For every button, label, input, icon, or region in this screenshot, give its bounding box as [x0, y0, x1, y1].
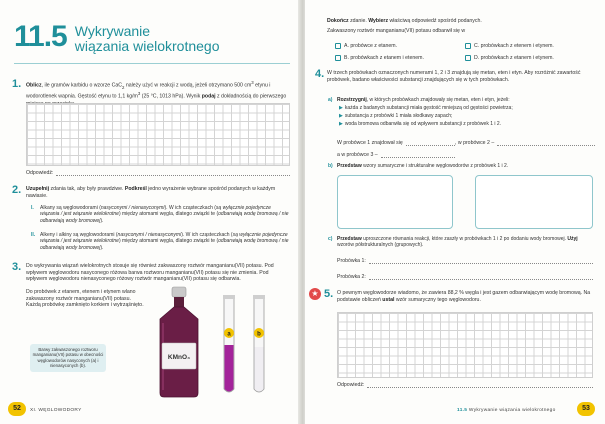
right-page [305, 0, 605, 424]
footer-section-title [457, 408, 556, 413]
task4c-tube1-label: Probówka 1: [337, 258, 366, 264]
task2-number: 2. [12, 184, 22, 196]
task4-number: 4. [315, 68, 325, 80]
task2-item2-label: II. [31, 232, 36, 238]
task4a-line1-start[interactable] [337, 140, 455, 146]
left-page [0, 0, 300, 424]
task4b-answer-box-2[interactable] [475, 175, 593, 229]
kmno4-illustration [150, 285, 290, 400]
task4a [328, 97, 595, 103]
task4a-line2[interactable] [337, 152, 455, 158]
option-c[interactable] [465, 43, 554, 49]
task5-answer-line[interactable] [337, 382, 593, 388]
section-heading [75, 24, 220, 54]
option-b-checkbox[interactable] [335, 55, 341, 61]
bullet-1-text: każda z badanych substancji miała gęstość mniejszą od gęstości powietrza; [344, 105, 513, 111]
task2-text: Uzupełnij zdania tak, aby były prawdziwe. Podkreśl jedno wyrażenie wybrane spośród podanych w każdym nawiasie. [26, 186, 276, 199]
section-title [14, 22, 220, 62]
footer-section-name: Wykrywanie wiązania wielokrotnego [468, 408, 556, 413]
bullet-2-text: substancja z probówki 1 miała słodkawy zapach; [344, 113, 453, 119]
bullet-arrow-icon: ▶ [339, 113, 343, 119]
chapter-name: XI. WĘGLOWODORY [30, 408, 82, 413]
tube-a-label: a [227, 331, 231, 338]
section-number: 11.5 [14, 20, 67, 53]
bullet-arrow-icon: ▶ [339, 105, 343, 111]
task1-answer-line[interactable] [26, 170, 290, 176]
test-tube-a [223, 295, 235, 392]
option-c-text: probówkach z etenem i etynem. [480, 43, 554, 49]
option-b[interactable] [335, 55, 424, 61]
task3-number: 3. [12, 261, 22, 273]
task5-text: O pewnym węglowodorze wiadomo, że zawiera 88,2 % węgla i jest gazem odbarwiającym wodę bromową. Na podstawie obliczeń ustal wzór sumaryczny tego węglowodoru. [337, 290, 591, 303]
task2-item1-label: I. [31, 205, 34, 211]
tube-b-label: b [257, 331, 261, 338]
task2-item1-text: Alkany są węglowodorami (nasyconymi / nienasyconymi). W ich cząsteczkach (są wyłącznie pojedyncze wiązania / jest wiązanie wielokrotne) między atomami węgla, dlatego związki te (odbarwiają wodę bromową / nie odbarwiają wody bromowej). [40, 205, 289, 224]
option-d-text: probówkach z etanem i etynem. [480, 55, 554, 61]
illustration-caption: Barwy zakwaszonego roztworu manganianu(VII) potasu w obecności węglowodorów nasyconych (a) i nienasyconych (b). [30, 344, 106, 372]
section-heading-line2: wiązania wielokrotnego [74, 38, 220, 54]
test-tube-b [253, 295, 265, 392]
task3-text: Do wykrywania wiązań wielokrotnych stosuje się również zakwaszony roztwór manganianu(VII) potasu. Pod wpływem węglowodoru nasyconego różowa barwa roztworu manganianu(VII) potasu się nie zmienia. Pod wpływem węglowodoru nienasyconego różowy roztwór manganianu(VII) potasu się odbarwia. [26, 263, 274, 283]
option-b-text: probówkach z etanem i etenem. [350, 55, 424, 61]
task1-number: 1. [12, 78, 22, 90]
task4b-text: Przedstaw wzory sumaryczne i strukturalne węglowodorów z probówek 1 i 2. [337, 163, 509, 169]
task4c-tube1-line[interactable] [337, 258, 593, 264]
challenge-star-icon: ★ [309, 288, 321, 300]
task4-text: W trzech probówkach oznaczonych numerami 1, 2 i 3 znajdują się metan, eten i etyn. Aby rozróżnić zawartość probówek, badano właściwości substancji znajdujących się w tych probówkach. [327, 70, 581, 83]
task4a-label: a) [328, 97, 333, 103]
task4a-line1-a: W probówce 1 znajdował się [337, 140, 403, 146]
option-c-letter: C. [474, 43, 480, 49]
bullet-3-text: woda bromowa odbarwiła się od wpływem substancji z probówek 1 i 2. [344, 121, 502, 127]
task4a-line1-b: , w probówce 2 – [455, 140, 495, 146]
page-number-right: 53 [577, 402, 595, 416]
task4a-line2-text: a w probówce 3 – [337, 152, 378, 158]
option-d[interactable] [465, 55, 554, 61]
task4a-text: Rozstrzygnij, w których probówkach znajdowały się metan, eten i etyn, jeżeli: [337, 97, 510, 103]
task4a-bullet-1 [339, 105, 595, 111]
task4c-text: Przedstaw uproszczone równania reakcji, które zaszły w probówkach 1 i 2 po dodaniu wody bromowej. Użyj wzorów półstrukturalnych (grupowych). [337, 236, 578, 249]
task4c [328, 236, 595, 249]
task4b-label: b) [328, 163, 333, 169]
task1-text: Oblicz, ile gramów karbidu o wzorze CaC$_2$ należy użyć w reakcji z wodą, jeżeli otrzymano 500 $cm^3$ etynu i wodorotlenek wapnia. Gęstość etynu to 1,1 $kg/m^3$ (25 °C, 1013 hPa). Wynik podaj z dokładnością do pierwszego [26, 80, 287, 101]
page-number-left: 52 [8, 402, 26, 416]
option-d-letter: D. [474, 55, 480, 61]
task5-answer-label: Odpowiedź: [337, 382, 365, 388]
task4c-tube2-label: Probówka 2: [337, 274, 366, 280]
task4c-label: c) [328, 236, 333, 242]
task4a-bullet-2 [339, 113, 595, 119]
kmno4-bottle [160, 287, 198, 397]
task2-item2-text: Alkeny i alkiny są węglowodorami (nasyconymi / nienasyconymi). W ich cząsteczkach (są wyłącznie pojedyncze wiązania / jest wiązanie wielokrotne) między atomami węgla, dlatego związki te (odbarwiają wodę bromową / nie odbarwiają wody bromowej). [40, 232, 289, 251]
section-heading-line1: Wykrywanie [74, 23, 151, 39]
task3-continue-intro: Dokończ zdanie. Wybierz właściwą odpowiedź spośród podanych. [327, 18, 482, 24]
option-a-text: probówce z etanem. [350, 43, 398, 49]
task4c-tube2-line[interactable] [337, 274, 593, 280]
option-a[interactable] [335, 43, 397, 49]
task1-answer-label: Odpowiedź: [26, 170, 54, 176]
task1-grid[interactable] [26, 103, 290, 166]
bottle-label: KMnO₄ [167, 354, 191, 361]
task4a-bullet-3 [339, 121, 595, 127]
task4b-answer-box-1[interactable] [337, 175, 453, 229]
task4a-line1-end[interactable] [455, 140, 595, 146]
task3-continue-stem: Zakwaszony roztwór manganianu(VII) potasu odbarwił się w [327, 28, 466, 34]
option-a-letter: A. [344, 43, 349, 49]
option-c-checkbox[interactable] [465, 43, 471, 49]
task3-text2: Do probówek z etanem, etenem i etynem wlano zakwaszony roztwór manganianu(VII) potasu. Każdą probówkę zamknięto korkiem i wytrząśnięto. [26, 289, 144, 309]
footer-section-number: 11.5 [457, 408, 468, 413]
task2-item2 [31, 232, 290, 251]
task5-number: 5. [324, 288, 334, 300]
option-d-checkbox[interactable] [465, 55, 471, 61]
bullet-arrow-icon: ▶ [339, 121, 343, 127]
option-a-checkbox[interactable] [335, 43, 341, 49]
task4b [328, 163, 595, 169]
option-b-letter: B. [344, 55, 349, 61]
task5-grid[interactable] [337, 312, 593, 378]
title-divider [14, 63, 290, 64]
task2-item1 [31, 205, 290, 224]
